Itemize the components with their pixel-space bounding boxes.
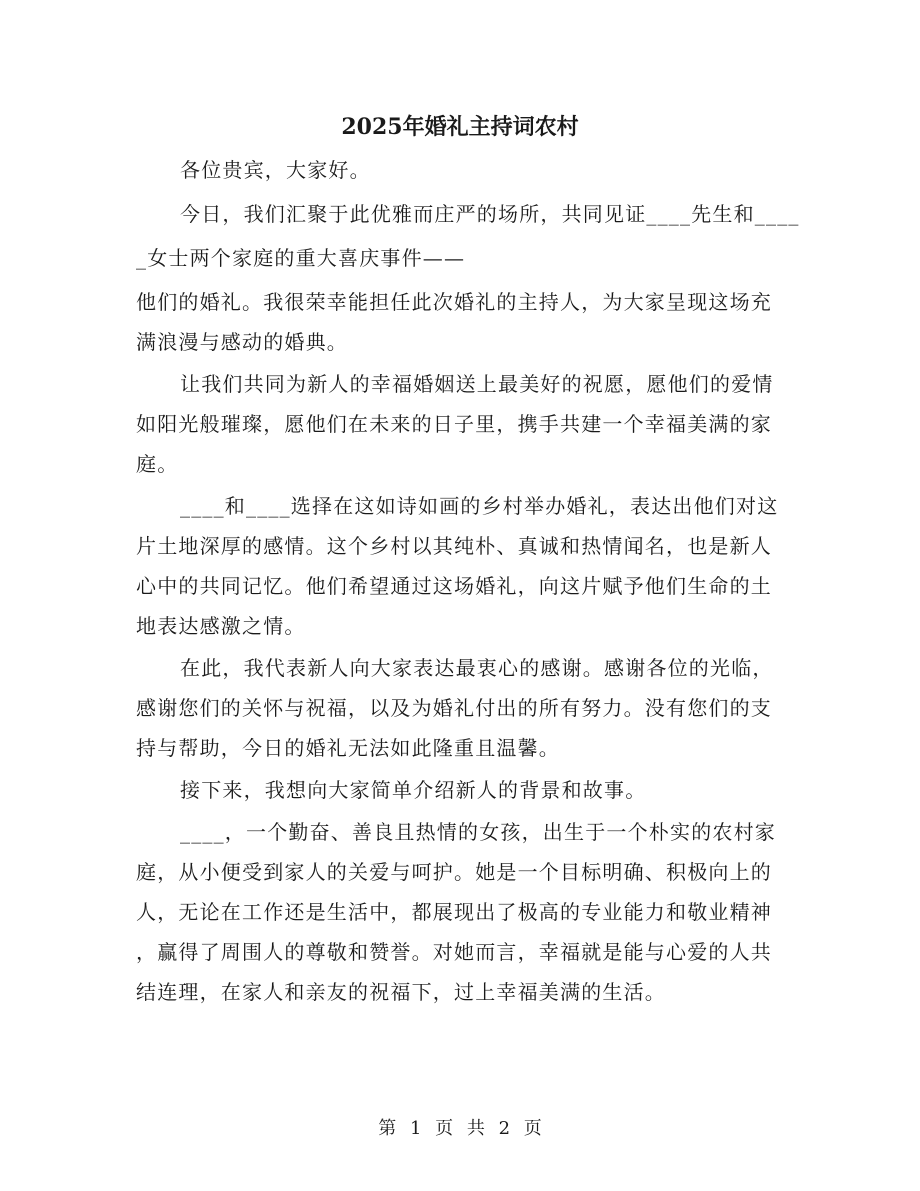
body-text-line: 庭，从小便受到家人的关爱与呵护。她是一个目标明确、积极向上的 — [136, 860, 772, 884]
body-text-line: 他们的婚礼。我很荣幸能担任此次婚礼的主持人，为大家呈现这场充 — [136, 290, 772, 314]
body-text-line: 持与帮助，今日的婚礼无法如此隆重且温馨。 — [136, 736, 560, 760]
body-text-line: 让我们共同为新人的幸福婚姻送上最美好的祝愿，愿他们的爱情 — [180, 372, 774, 396]
body-text-line: 地表达感激之情。 — [136, 614, 306, 638]
body-text-line: 人，无论在工作还是生活中，都展现出了极高的专业能力和敬业精神 — [136, 900, 772, 924]
body-text-line: ____，一个勤奋、善良且热情的女孩，出生于一个朴实的农村家 — [180, 820, 776, 844]
body-text-line: 满浪漫与感动的婚典。 — [136, 330, 348, 354]
body-text-line: 结连理，在家人和亲友的祝福下，过上幸福美满的生活。 — [136, 980, 666, 1004]
body-text-line: 如阳光般璀璨，愿他们在未来的日子里，携手共建一个幸福美满的家 — [136, 412, 772, 436]
body-text-line: 感谢您们的关怀与祝福，以及为婚礼付出的所有努力。没有您们的支 — [136, 696, 772, 720]
page-indicator: 第 1 页 共 2 页 — [378, 1118, 542, 1139]
document-title: 2025年婚礼主持词农村 — [341, 114, 579, 140]
body-text-line: 心中的共同记忆。他们希望通过这场婚礼，向这片赋予他们生命的土 — [136, 574, 772, 598]
body-text-line: 接下来，我想向大家简单介绍新人的背景和故事。 — [180, 778, 647, 802]
body-text-line: ____和____选择在这如诗如画的乡村举办婚礼，表达出他们对这 — [180, 494, 779, 518]
body-text-line: ，赢得了周围人的尊敬和赞誉。对她而言，幸福就是能与心爱的人共 — [136, 940, 772, 964]
body-text-line: 今日，我们汇聚于此优雅而庄严的场所，共同见证____先生和____ — [180, 202, 800, 226]
body-text-line: 各位贵宾，大家好。 — [180, 158, 371, 182]
body-text-line: 片土地深厚的感情。这个乡村以其纯朴、真诚和热情闻名，也是新人 — [136, 534, 772, 558]
body-text-line: 在此，我代表新人向大家表达最衷心的感谢。感谢各位的光临， — [180, 656, 774, 680]
body-text-line: _女士两个家庭的重大喜庆事件—— — [136, 246, 466, 270]
body-text-line: 庭。 — [136, 452, 179, 476]
